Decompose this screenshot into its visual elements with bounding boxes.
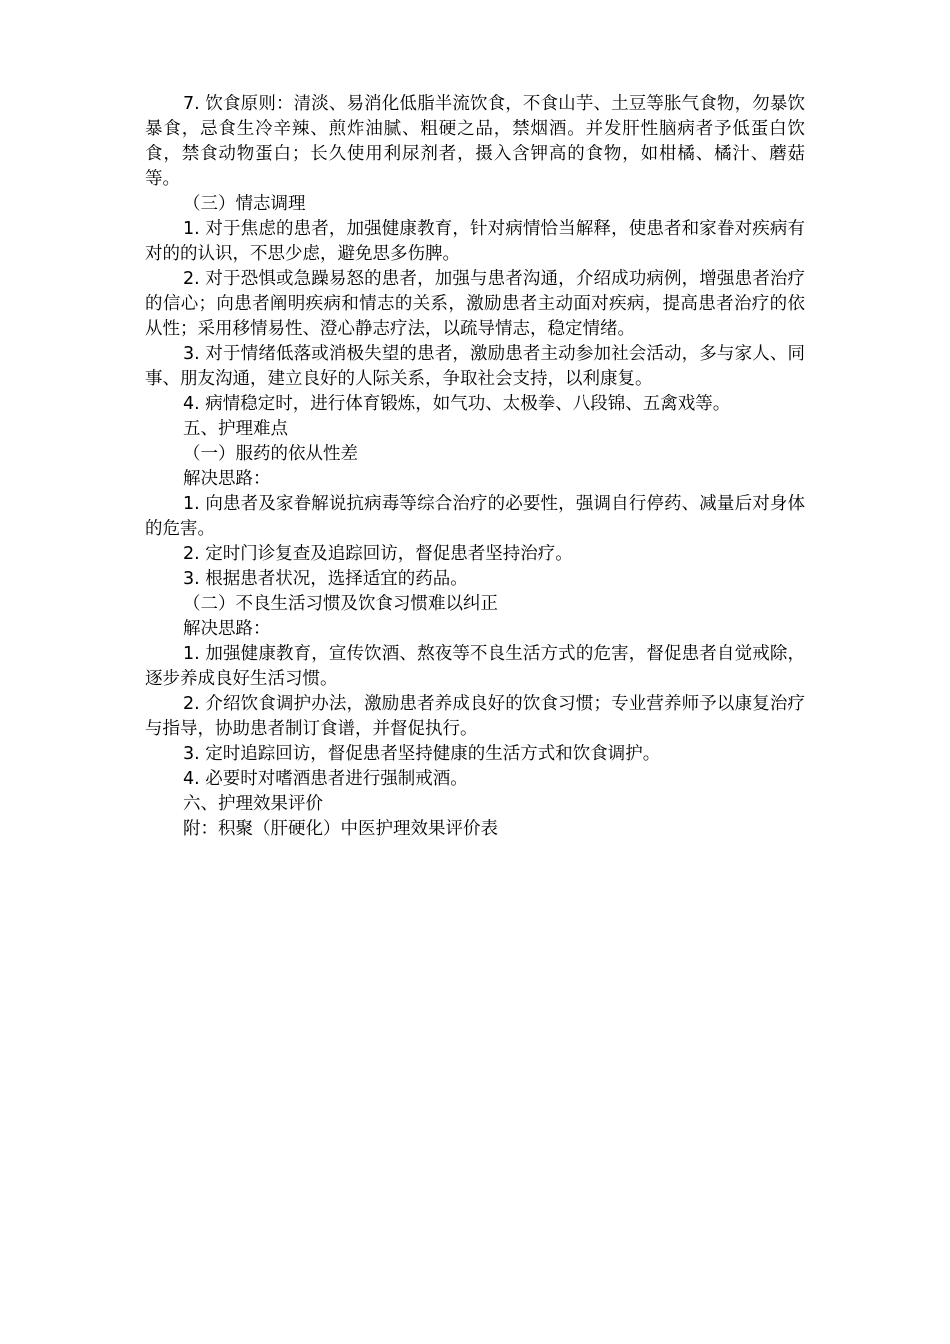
emotion-item-3: 3. 对于情绪低落或消极失望的患者，激励患者主动参加社会活动，多与家人、同事、朋友沟通，建立良好的人际关系，争取社会支持，以利康复。 bbox=[145, 344, 805, 389]
subheading-medication-compliance: （一）服药的依从性差 bbox=[183, 444, 358, 464]
compliance-item-3: 3. 根据患者状况，选择适宜的药品。 bbox=[183, 569, 468, 589]
lifestyle-item-4: 4. 必要时对嗜酒患者进行强制戒酒。 bbox=[183, 769, 468, 789]
subheading-lifestyle-habits: （二）不良生活习惯及饮食习惯难以纠正 bbox=[183, 594, 498, 614]
diet-principle-paragraph: 7. 饮食原则：清淡、易消化低脂半流饮食，不食山芋、土豆等胀气食物，勿暴饮暴食，忌食生冷辛辣、煎炸油腻、粗硬之品，禁烟酒。并发肝性脑病者予低蛋白饮食，禁食动物蛋白；长久使用利尿剂者，摄入含钾高的食物，如柑橘、橘汁、蘑菇等。 bbox=[145, 94, 805, 189]
solution-label-1: 解决思路： bbox=[183, 469, 271, 489]
compliance-item-2: 2. 定时门诊复查及追踪回访，督促患者坚持治疗。 bbox=[183, 544, 573, 564]
section-heading-nursing-difficulties: 五、护理难点 bbox=[183, 419, 288, 439]
emotion-item-1: 1. 对于焦虑的患者，加强健康教育，针对病情恰当解释，使患者和家眷对疾病有对的的认识，不思少虑，避免思多伤脾。 bbox=[145, 219, 805, 264]
appendix-line: 附：积聚（肝硬化）中医护理效果评价表 bbox=[183, 819, 498, 839]
document-page bbox=[145, 92, 805, 842]
lifestyle-item-2: 2. 介绍饮食调护办法，激励患者养成良好的饮食习惯；专业营养师予以康复治疗与指导，协助患者制订食谱，并督促执行。 bbox=[145, 694, 805, 739]
emotion-item-4: 4. 病情稳定时，进行体育锻炼，如气功、太极拳、八段锦、五禽戏等。 bbox=[183, 394, 731, 414]
solution-label-2: 解决思路： bbox=[183, 619, 271, 639]
emotion-item-2: 2. 对于恐惧或急躁易怒的患者，加强与患者沟通，介绍成功病例，增强患者治疗的信心；向患者阐明疾病和情志的关系，激励患者主动面对疾病，提高患者治疗的依从性；采用移情易性、澄心静志疗法，以疏导情志，稳定情绪。 bbox=[145, 269, 805, 339]
lifestyle-item-3: 3. 定时追踪回访，督促患者坚持健康的生活方式和饮食调护。 bbox=[183, 744, 661, 764]
compliance-item-1: 1. 向患者及家眷解说抗病毒等综合治疗的必要性，强调自行停药、减量后对身体的危害。 bbox=[145, 494, 805, 539]
lifestyle-item-1: 1. 加强健康教育，宣传饮酒、熬夜等不良生活方式的危害，督促患者自觉戒除，逐步养成良好生活习惯。 bbox=[145, 644, 805, 689]
section-heading-evaluation: 六、护理效果评价 bbox=[183, 794, 323, 814]
section-heading-emotion: （三）情志调理 bbox=[183, 194, 306, 214]
